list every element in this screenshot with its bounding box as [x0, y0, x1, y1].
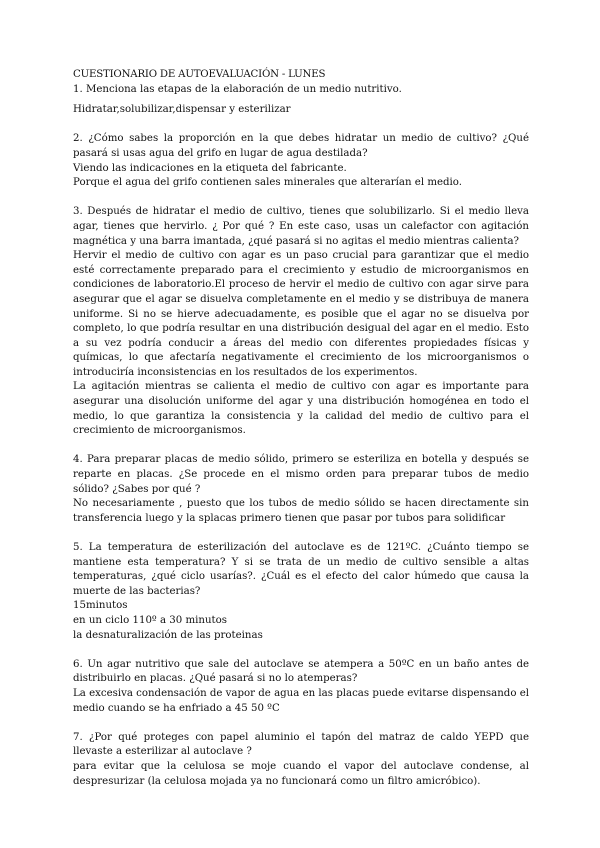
- question-6: 6. Un agar nutritivo que sale del autoclave se atempera a 50ºC en un baño antes de distribuirlo en placas. ¿Qué pasará si no lo atemperas?: [73, 658, 529, 685]
- question-5: 5. La temperatura de esterilización del autoclave es de 121ºC. ¿Cuánto tiempo se mantiene esta temperatura? Y si se trata de un medio de cultivo sensible a altas temperaturas, ¿qué ciclo usarías?. ¿Cuál es el efecto del calor húmedo que causa la muerte de las bacterias?: [73, 542, 529, 597]
- answer-2-line-1: Viendo las indicaciones en la etiqueta del fabricante.: [73, 162, 347, 174]
- answer-5-line-1: 15minutos: [73, 600, 128, 612]
- question-block-2: [73, 132, 529, 190]
- answer-4: No necesariamente , puesto que los tubos de medio sólido se hacen directamente sin transferencia luego y la splacas primero tienen que pasar por tubos para solidificar: [73, 498, 529, 524]
- answer-3-paragraph-1: Hervir el medio de cultivo con agar es un paso crucial para garantizar que el medio esté correctamente preparado para el crecimiento y estudio de microorganismos en condiciones de laboratorio.El proceso de hervir el medio de cultivo con agar sirve para asegurar que el agar se disuelva completamente en el medio y se distribuya de manera uniforme. Si no se hierve adecuadamente, es posible que el agar no se disuelva por completo, lo que podría resultar en una distribución desigual del agar en el medio. Esto a su vez podría conducir a áreas del medio con diferentes propiedades físicas y químicas, lo que afectaría negativamente el crecimiento de los microorganismos o introduciría inconsistencias en los resultados de los experimentos.: [73, 250, 529, 378]
- question-block-4: [73, 453, 529, 526]
- answer-3-paragraph-2: La agitación mientras se calienta el medio de cultivo con agar es importante para asegurar una disolución uniforme del agar y una distribución homogénea en todo el medio, lo que garantiza la consistencia y la calidad del medio de cultivo para el crecimiento de microorganismos.: [73, 381, 529, 437]
- answer-2-line-2: Porque el agua del grifo contienen sales minerales que alterarían el medio.: [73, 177, 462, 189]
- question-4: 4. Para preparar placas de medio sólido, primero se esteriliza en botella y después se reparte en placas. ¿Se procede en el mismo orden para preparar tubos de medio sólido? ¿Sabes por qué ?: [73, 454, 529, 495]
- question-block-7: [73, 731, 529, 789]
- answer-7: para evitar que la celulosa se moje cuando el vapor del autoclave condense, al despresurizar (la celulosa mojada ya no funcionará como un filtro amicróbico).: [73, 760, 529, 787]
- answer-5-line-3: la desnaturalización de las proteinas: [73, 629, 263, 641]
- answer-5-line-2: en un ciclo 110º a 30 minutos: [73, 614, 227, 626]
- answer-1: Hidratar,solubilizar,dispensar y esterilizar: [73, 104, 291, 116]
- question-3: 3. Después de hidratar el medio de cultivo, tienes que solubilizarlo. Si el medio lleva agar, tienes que hervirlo. ¿ Por qué ? En este caso, usas un calefactor con agitación magnética y una barra imantada, ¿qué pasará si no agitas el medio mientras calienta?: [73, 206, 529, 247]
- question-block-3: [73, 205, 529, 439]
- question-7: 7. ¿Por qué proteges con papel aluminio el tapón del matraz de caldo YEPD que llevaste a esterilizar al autoclave ?: [73, 731, 529, 758]
- answer-6: La excesiva condensación de vapor de agua en las placas puede evitarse dispensando el medio cuando se ha enfriado a 45 50 ºC: [73, 687, 529, 714]
- document-page: [73, 68, 529, 789]
- question-block-6: [73, 658, 529, 716]
- question-block-1: [73, 83, 529, 118]
- question-block-5: [73, 541, 529, 643]
- document-title: CUESTIONARIO DE AUTOEVALUACIÓN - LUNES: [73, 69, 326, 80]
- question-1: 1. Menciona las etapas de la elaboración de un medio nutritivo.: [73, 83, 402, 95]
- question-2: 2. ¿Cómo sabes la proporción en la que debes hidratar un medio de cultivo? ¿Qué pasará si usas agua del grifo en lugar de agua destilada?: [73, 133, 529, 159]
